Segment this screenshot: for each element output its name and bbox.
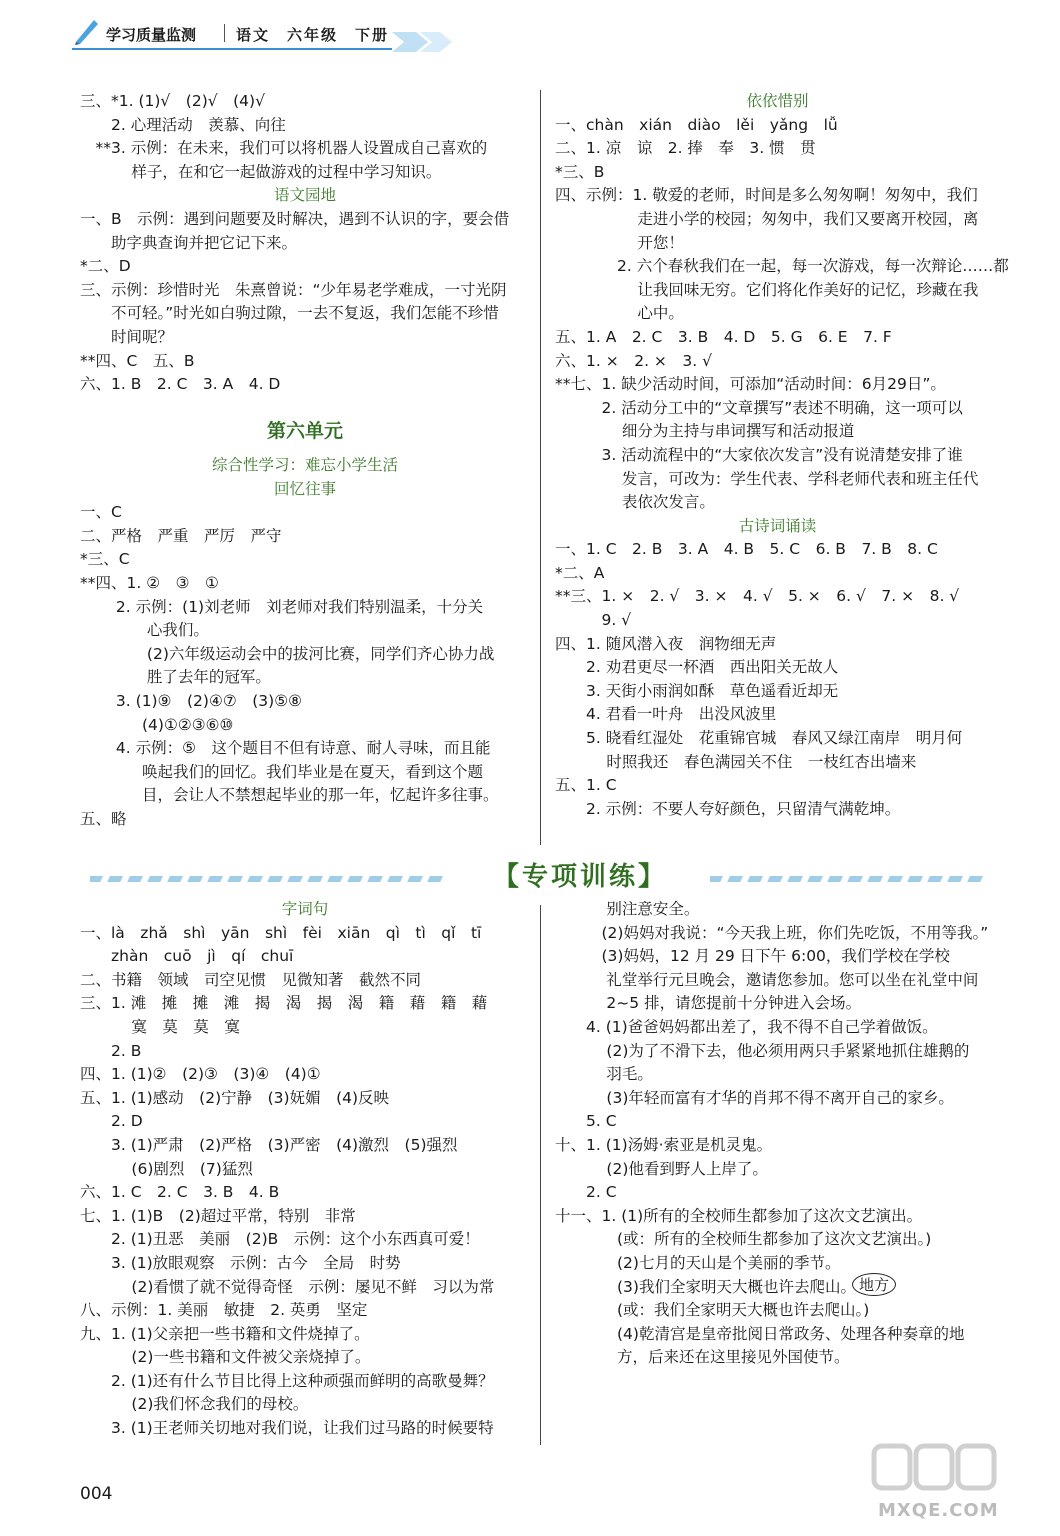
answer-line: 四、1. 随风潜入夜 润物细无声 (555, 634, 777, 653)
section-heading: 古诗词诵读 (738, 516, 817, 535)
answer-line: (3)妈妈，12 月 29 日下午 6:00，我们学校在学校 (555, 947, 950, 966)
answer-line: 9. √ (555, 611, 632, 630)
answer-line: 2. (1)丑恶 美丽 (2)B 示例：这个小东西真可爱！ (80, 1230, 480, 1249)
answer-line: 样子，在和它一起做游戏的过程中学习知识。 (80, 162, 442, 181)
answer-line: 唤起我们的回忆。我们毕业是在夏天，看到这个题 (80, 762, 484, 781)
answer-line: 十一、1. (1)所有的全校师生都参加了这次文艺演出。 (555, 1206, 923, 1225)
answer-line: 2. B (80, 1041, 142, 1060)
answer-line: *二、D (80, 257, 131, 276)
answer-line: 2. 心理活动 羡慕、向往 (80, 115, 286, 134)
section-heading: 综合性学习：难忘小学生活 (211, 456, 398, 474)
unit-title: 第六单元 (266, 420, 343, 442)
chevrons-icon (392, 30, 472, 54)
special-training-title: 【专项训练】 (492, 862, 667, 892)
header-title: 学习质量监测 (106, 26, 197, 44)
answer-line: (3)我们全家明天大概也许去爬山。 (555, 1277, 856, 1296)
answer-line: **三、1. × 2. √ 3. × 4. √ 5. × 6. √ 7. × 8. √ (555, 587, 960, 606)
answer-line: 不可轻。”时光如白驹过隙，一去不复返，我们怎能不珍惜 (80, 304, 499, 323)
answer-line: 发言，可改为：学生代表、学科老师代表和班主任代 (555, 469, 979, 488)
answer-line: 一、là zhǎ shì yān shì fèi xiān qì tì qǐ tī (80, 923, 482, 942)
answer-line: 羽毛。 (555, 1065, 653, 1084)
answer-line: 三、示例：珍惜时光 朱熹曾说：“少年易老学难成，一寸光阴 (80, 280, 507, 299)
answer-line: (2)他看到野人上岸了。 (555, 1159, 768, 1178)
answer-line: 助字典查询并把它记下来。 (80, 233, 298, 252)
answer-line: 心中。 (555, 304, 684, 323)
answer-line: 礼堂举行元旦晚会，邀请您参加。您可以坐在礼堂中间 (555, 970, 979, 989)
answer-line: 二、1. 凉 谅 2. 捧 奉 3. 惯 贯 (555, 139, 816, 158)
answer-line: 六、1. C 2. C 3. B 4. B (80, 1183, 280, 1202)
answer-line: 2. 劝君更尽一杯酒 西出阳关无故人 (555, 658, 839, 677)
answer-line: 目，会让人不禁想起毕业的那一年，忆起许多往事。 (80, 786, 499, 805)
answer-line: **四、1. ② ③ ① (80, 573, 219, 592)
answer-line: 别注意安全。 (555, 900, 700, 918)
answer-line: 时照我还 春色满园关不住 一枝红杏出墙来 (555, 752, 917, 771)
answer-line: 3. (1)王老师关切地对我们说，让我们过马路的时候要特 (80, 1419, 494, 1438)
section-heading: 字词句 (281, 900, 329, 918)
answer-line: (或：所有的全校师生都参加了这次文艺演出。) (555, 1230, 932, 1249)
answer-line: (4)①②③⑥⑩ (80, 715, 234, 734)
page-header (72, 14, 472, 52)
answer-line: 4. (1)爸爸妈妈都出差了，我不得不自己学着做饭。 (555, 1017, 938, 1036)
answer-line: 5. C (555, 1112, 617, 1131)
dash-decoration-left (90, 876, 450, 882)
answer-line: 三、*1. (1)√ (2)√ (4)√ (80, 92, 265, 110)
answer-line: 表依次发言。 (555, 493, 715, 512)
answer-line: 一、C (80, 503, 122, 522)
answer-line: 五、1. A 2. C 3. B 4. D 5. G 6. E 7. F (555, 327, 892, 346)
special-training-band (80, 856, 1000, 896)
answer-line: 六、1. × 2. × 3. √ (555, 351, 712, 370)
answer-line: 一、1. C 2. B 3. A 4. B 5. C 6. B 7. B 8. C (555, 540, 938, 559)
answer-line: *三、B (555, 162, 605, 181)
answer-line: 十、1. (1)汤姆·索亚是机灵鬼。 (555, 1135, 773, 1154)
watermark-text: MXQE.COM (878, 1500, 999, 1521)
answer-line: *二、A (555, 563, 605, 582)
answer-line: (3)年轻而富有才华的肖邦不得不离开自己的家乡。 (555, 1088, 954, 1107)
column-divider-bottom (540, 905, 541, 1445)
answer-line: 五、1. (1)感动 (2)宁静 (3)妩媚 (4)反映 (80, 1088, 390, 1107)
answer-line: 2~5 排，请您提前十分钟进入会场。 (555, 994, 862, 1013)
header-rule (72, 48, 392, 50)
answer-line: 开您！ (555, 233, 684, 252)
answer-line: (2)妈妈对我说：“今天我上班，你们先吃饭，不用等我。” (555, 923, 989, 942)
answer-line: 四、1. (1)② (2)③ (3)④ (4)① (80, 1065, 321, 1084)
header-subtitle: 语文 六年级 下册 (236, 26, 390, 44)
answer-line: 一、B 示例：遇到问题要及时解决，遇到不认识的字，要会借 (80, 209, 510, 228)
answer-line: (2)为了不滑下去，他必须用两只手紧紧地抓住雄鹅的 (555, 1041, 970, 1060)
answer-line: 2. 示例：(1)刘老师 刘老师对我们特别温柔，十分关 (80, 597, 484, 616)
answer-line: (2)六年级运动会中的拔河比赛，同学们齐心协力战 (80, 644, 495, 663)
answer-line: **3. 示例：在未来，我们可以将机器人设置成自己喜欢的 (80, 139, 488, 158)
pen-icon (72, 16, 102, 46)
bottom-left-column (80, 898, 530, 1441)
answer-line: 3. 天街小雨润如酥 草色遥看近却无 (555, 681, 839, 700)
answer-line: 2. (1)还有什么节目比得上这种顽强而鲜明的高歌曼舞？ (80, 1371, 494, 1390)
answer-line: (2)我们怀念我们的母校。 (80, 1395, 309, 1414)
answer-line: 3. (1)放眼观察 示例：古今 全局 时势 (80, 1253, 401, 1272)
answer-line: 2. C (555, 1183, 617, 1202)
answer-line: 方，后来还在这里接见外国使节。 (555, 1348, 850, 1367)
answer-line: 2. 示例：不要人夸好颜色，只留清气满乾坤。 (555, 799, 901, 818)
answer-line: 一、chàn xián diào lěi yǎng lǚ (555, 115, 838, 134)
answer-line: 3. (1)严肃 (2)严格 (3)严密 (4)激烈 (5)强烈 (80, 1135, 458, 1154)
answer-line: 时间呢？ (80, 327, 174, 346)
answer-line: 3. (1)⑨ (2)④⑦ (3)⑤⑧ (80, 691, 302, 710)
answer-line: (2)七月的天山是个美丽的季节。 (555, 1253, 841, 1272)
answer-line: 寞 莫 莫 寞 (80, 1017, 240, 1036)
answer-line: 二、严格 严重 严厉 严守 (80, 526, 282, 545)
column-divider-top (540, 90, 541, 845)
right-column-top (555, 90, 1009, 821)
answer-line: 2. 六个春秋我们在一起，每一次游戏，每一次辩论……都 (555, 257, 1009, 276)
answer-line: (2)看惯了就不觉得奇怪 示例：屡见不鲜 习以为常 (80, 1277, 495, 1296)
section-heading: 依依惜别 (746, 92, 809, 110)
answer-line: 走进小学的校园；匆匆中，我们又要离开校园，离 (555, 209, 979, 228)
correction-annotation: 地方 (852, 1273, 896, 1296)
answer-line: 3. 活动流程中的“大家依次发言”没有说清楚安排了谁 (555, 445, 963, 464)
answer-line: (或：我们全家明天大概也许去爬山。) (555, 1301, 870, 1320)
section-heading: 语文园地 (273, 186, 336, 205)
answer-line: 2. 活动分工中的“文章撰写”表述不明确，这一项可以 (555, 398, 963, 417)
section-heading: 回忆往事 (273, 479, 336, 498)
answer-line: 五、略 (80, 809, 127, 828)
answer-line: *三、C (80, 550, 130, 569)
answer-line: 2. D (80, 1112, 143, 1131)
answer-line: (2)一些书籍和文件被父亲烧掉了。 (80, 1348, 371, 1367)
answer-line: 七、1. (1)B (2)超过平常，特别 非常 (80, 1206, 356, 1225)
answer-line: 胜了去年的冠军。 (80, 668, 271, 687)
answer-line: 4. 君看一叶舟 出没风波里 (555, 705, 777, 724)
answer-line: 五、1. C (555, 776, 617, 795)
header-separator (224, 24, 225, 42)
dash-decoration-right (710, 876, 990, 882)
answer-line: 心我们。 (80, 621, 209, 640)
answer-line: zhàn cuō jì qí chuī (80, 947, 294, 966)
left-column-mid (80, 420, 530, 832)
answer-line: 三、1. 滩 摊 摊 滩 揭 渴 揭 渴 籍 藉 籍 藉 (80, 994, 488, 1013)
answer-line: 九、1. (1)父亲把一些书籍和文件烧掉了。 (80, 1324, 370, 1343)
answer-line: 4. 示例：⑤ 这个题目不但有诗意、耐人寻味，而且能 (80, 739, 491, 758)
answer-line: **七、1. 缺少活动时间，可添加“活动时间：6月29日”。 (555, 375, 946, 394)
answer-line: 让我回味无穷。它们将化作美好的记忆，珍藏在我 (555, 280, 979, 299)
answer-line: 八、示例：1. 美丽 敏捷 2. 英勇 坚定 (80, 1301, 368, 1320)
answer-line: 5. 晓看红湿处 花重锦官城 春风又绿江南岸 明月何 (555, 729, 963, 748)
answer-line: **四、C 五、B (80, 351, 195, 370)
answer-line: 六、1. B 2. C 3. A 4. D (80, 375, 281, 394)
page-number: 004 (80, 1484, 113, 1504)
answer-line: 细分为主持与串词撰写和活动报道 (555, 422, 855, 441)
answer-line: (6)剧烈 (7)猛烈 (80, 1159, 253, 1178)
left-column-top (80, 90, 530, 397)
bottom-right-column (555, 898, 1000, 1370)
answer-line: 二、书籍 领域 司空见惯 见微知著 截然不同 (80, 970, 422, 989)
answer-line: (4)乾清宫是皇帝批阅日常政务、处理各种奏章的地 (555, 1324, 965, 1343)
answer-line: 四、示例：1. 敬爱的老师，时间是多么匆匆啊！匆匆中，我们 (555, 186, 978, 205)
